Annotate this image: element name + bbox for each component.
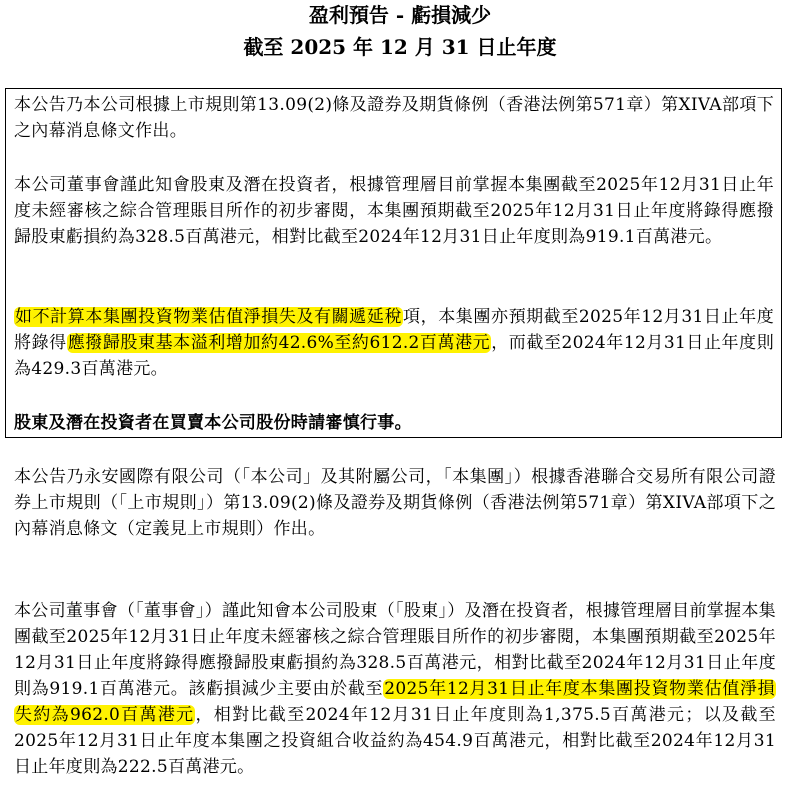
summary-paragraph-loss-forecast: 本公司董事會謹此知會股東及潛在投資者，根據管理層目前掌握本集團截至2025年12月31日止年度未經審核之綜合管理賬目所作的初步審閱，本集團預期截至2025年12月31日止年度將錄得應撥歸股東虧損約為328.5百萬港元，相對比截至2024年12月31日止年度則為919.1百萬港元。 [14, 175, 774, 247]
summary-p3-text-1: 項，本集團亦預期截至2025年12月31日止年度將錄得 [14, 307, 774, 353]
body-paragraph-loss-reasons [14, 598, 776, 780]
summary-paragraph-underlying-profit [14, 304, 774, 382]
summary-paragraph-basis: 本公告乃本公司根據上市規則第13.09(2)條及證券及期貨條例（香港法例第571章）第XIVA部項下之內幕消息條文作出。 [14, 95, 774, 141]
highlight-underlying-profit-increase: 應撥歸股東基本溢利增加約42.6%至約612.2百萬港元 [67, 333, 491, 353]
body-p2-text-2: ，相對比截至2024年12月31日止年度則為1,375.5百萬港元；以及截至2025年12月31日止年度本集團之投資組合收益約為454.9百萬港元，相對比截至2024年12月31日止年度則為222.5百萬港元。 [14, 705, 776, 777]
highlight-excluding-valuation-loss: 如不計算本集團投資物業估值淨損失及有關遞延稅 [15, 307, 403, 327]
summary-p3-text-2: ，而截至2024年12月31日止年度則為429.3百萬港元。 [14, 333, 774, 379]
body-paragraph-introduction: 本公告乃永安國際有限公司（「本公司」及其附屬公司，「本集團」）根據香港聯合交易所有限公司證券上市規則（「上市規則」）第13.09(2)條及證券及期貨條例（香港法例第571章）第XIVA部項下之內幕消息條文（定義見上市規則）作出。 [14, 467, 776, 539]
body-p2-text-1: 本公司董事會（「董事會」）謹此知會本公司股東（「股東」）及潛在投資者，根據管理層目前掌握本集團截至2025年12月31日止年度未經審核之綜合管理賬目所作的初步審閱，本集團預期截至2025年12月31日止年度將錄得應撥歸股東虧損約為328.5百萬港元，相對比截至2024年12月31日止年度則為919.1百萬港元。該虧損減少主要由於截至 [14, 601, 776, 699]
announcement-title: 盈利預告 - 虧損減少 [308, 3, 492, 27]
caution-statement: 股東及潛在投資者在買賣本公司股份時請審慎行事。 [14, 413, 412, 433]
announcement-subtitle: 截至 2025 年 12 月 31 日止年度 [243, 35, 557, 59]
highlight-valuation-loss: 2025年12月31日止年度本集團投資物業估值淨損失約為962.0百萬港元 [15, 679, 775, 725]
